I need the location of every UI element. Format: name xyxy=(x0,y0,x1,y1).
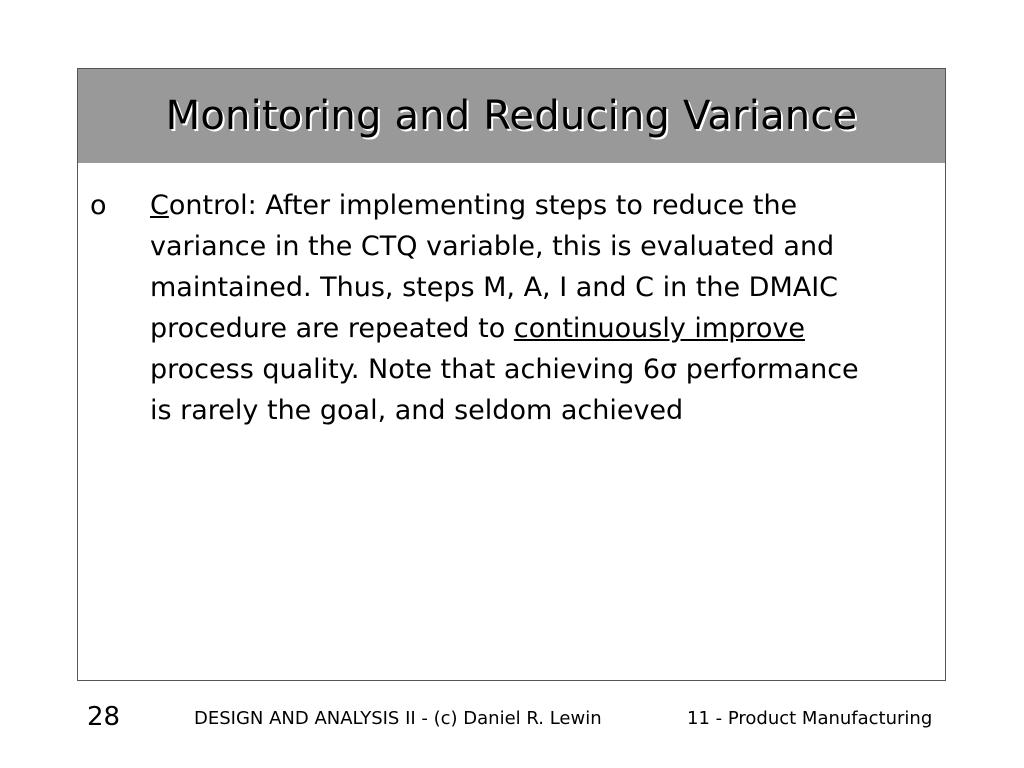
first-letter-underlined: C xyxy=(150,190,169,221)
footer-course-title: DESIGN AND ANALYSIS II - (c) Daniel R. Lewin xyxy=(194,708,602,729)
slide-title: Monitoring and Reducing Variance xyxy=(165,93,858,139)
bullet-text xyxy=(150,185,864,431)
bullet-marker: o xyxy=(90,190,107,221)
title-bar xyxy=(78,69,945,163)
bullet-text-part-1: ontrol: After implementing steps to reduce the variance in the CTQ variable, this is evaluated and maintained. Thus, steps M, A, I and C in the DMAIC procedure are repeated to xyxy=(150,190,839,344)
slide-footer xyxy=(0,700,1024,740)
slide-frame xyxy=(77,68,946,681)
page-number: 28 xyxy=(87,702,121,732)
slide-content xyxy=(78,163,945,680)
footer-chapter-title: 11 - Product Manufacturing xyxy=(687,708,933,729)
continuously-improve-underlined: continuously improve xyxy=(513,313,805,344)
bullet-text-part-2: process quality. Note that achieving 6σ performance is rarely the goal, and seldom achieved xyxy=(150,354,859,426)
